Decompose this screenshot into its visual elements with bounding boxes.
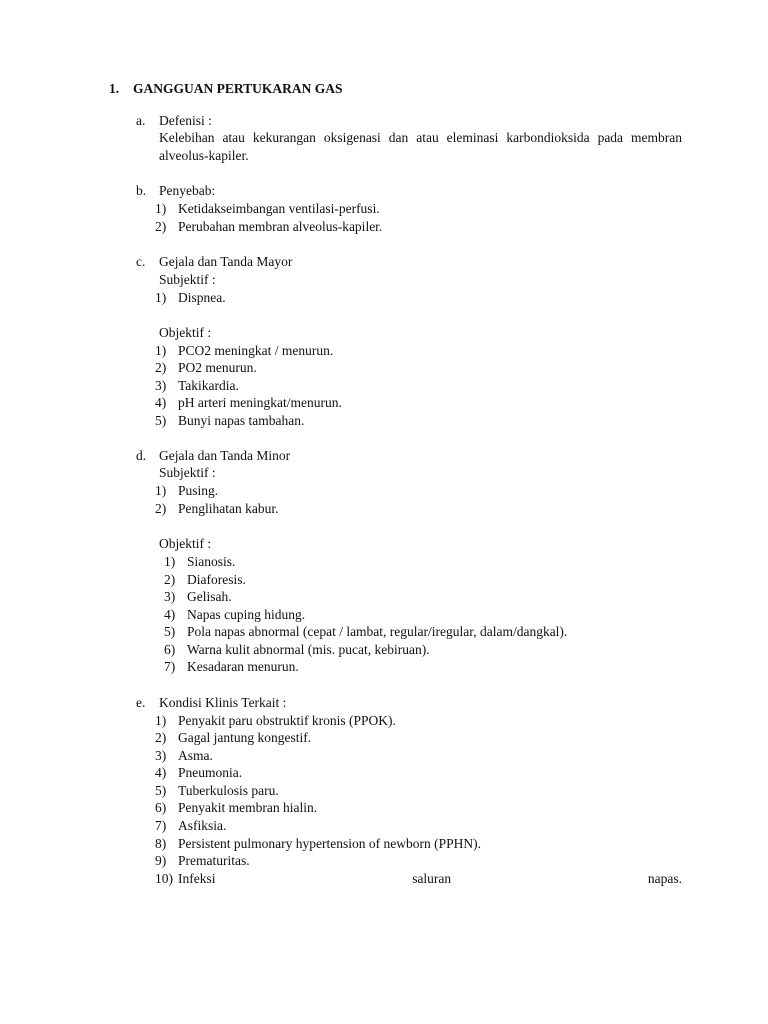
list-item: Takikardia. (178, 378, 239, 393)
list-item: Napas cuping hidung. (187, 607, 306, 622)
mayor-subjektif-label: Subjektif : (159, 272, 216, 287)
list-item-word: napas. (647, 871, 682, 886)
list-item: Asfiksia. (178, 818, 227, 833)
list-item: Penyakit membran hialin. (178, 800, 318, 815)
penyebab-letter: b. (136, 183, 147, 198)
mayor-label: Gejala dan Tanda Mayor (159, 254, 293, 269)
kondisi-letter: e. (136, 695, 146, 710)
list-item-number: 5) (155, 783, 167, 798)
list-item: Kesadaran menurun. (187, 659, 299, 674)
list-item: PO2 menurun. (178, 360, 257, 375)
definisi-text: Kelebihan atau kekurangan oksigenasi dan atau eleminasi karbondioksida pada membran alveolus-kapiler. (159, 130, 682, 163)
list-item: Penglihatan kabur. (178, 501, 279, 516)
list-item: Gelisah. (187, 589, 232, 604)
list-item: Pusing. (178, 483, 219, 498)
list-item: PCO2 meningkat / menurun. (178, 343, 334, 358)
list-item-number: 10) (155, 871, 173, 886)
list-item: Prematuritas. (178, 853, 250, 868)
list-item: pH arteri meningkat/menurun. (178, 395, 342, 410)
minor-subjektif-label: Subjektif : (159, 465, 216, 480)
list-item-word: saluran (412, 871, 452, 886)
list-item-number: 7) (164, 659, 176, 674)
list-item-number: 6) (164, 642, 176, 657)
list-item: Penyakit paru obstruktif kronis (PPOK). (178, 713, 396, 728)
list-item-number: 2) (155, 501, 167, 516)
list-item-number: 2) (164, 572, 176, 587)
list-item: Gagal jantung kongestif. (178, 730, 312, 745)
list-item: Tuberkulosis paru. (178, 783, 279, 798)
list-item-number: 1) (164, 554, 176, 569)
list-item-number: 1) (155, 713, 167, 728)
list-item-number: 3) (164, 589, 176, 604)
list-item-number: 2) (155, 360, 167, 375)
list-item-number: 4) (164, 607, 176, 622)
list-item-number: 7) (155, 818, 167, 833)
heading-number: 1. (109, 81, 120, 96)
list-item: Perubahan membran alveolus-kapiler. (178, 219, 383, 234)
list-item-number: 2) (155, 730, 167, 745)
minor-letter: d. (136, 448, 147, 463)
list-item-word: Infeksi (178, 871, 216, 886)
kondisi-label: Kondisi Klinis Terkait : (159, 695, 287, 710)
list-item-number: 6) (155, 800, 167, 815)
list-item-number: 3) (155, 378, 167, 393)
list-item-number: 1) (155, 290, 167, 305)
list-item: Sianosis. (187, 554, 236, 569)
list-item-number: 1) (155, 483, 167, 498)
list-item: Bunyi napas tambahan. (178, 413, 305, 428)
list-item: Ketidakseimbangan ventilasi-perfusi. (178, 201, 380, 216)
list-item: Pola napas abnormal (cepat / lambat, regular/iregular, dalam/dangkal). (187, 624, 568, 639)
list-item-number: 5) (164, 624, 176, 639)
list-item: Persistent pulmonary hypertension of newborn (PPHN). (178, 836, 481, 851)
list-item: Dispnea. (178, 290, 226, 305)
minor-objektif-label: Objektif : (159, 536, 212, 551)
list-item: Diaforesis. (187, 572, 246, 587)
list-item-number: 9) (155, 853, 167, 868)
list-item: Warna kulit abnormal (mis. pucat, kebiruan). (187, 642, 430, 657)
mayor-letter: c. (136, 254, 146, 269)
list-item-number: 5) (155, 413, 167, 428)
minor-label: Gejala dan Tanda Minor (159, 448, 291, 463)
definisi-letter: a. (136, 113, 146, 128)
list-item-number: 4) (155, 395, 167, 410)
penyebab-label: Penyebab: (159, 183, 216, 198)
list-item: Asma. (178, 748, 213, 763)
list-item-number: 2) (155, 219, 167, 234)
heading-title: GANGGUAN PERTUKARAN GAS (133, 81, 343, 96)
mayor-objektif-label: Objektif : (159, 325, 212, 340)
section-heading (109, 80, 343, 98)
list-item-number: 4) (155, 765, 167, 780)
list-item: Pneumonia. (178, 765, 243, 780)
list-item-justified (178, 870, 682, 888)
list-item-number: 8) (155, 836, 167, 851)
list-item-number: 1) (155, 343, 167, 358)
list-item-number: 3) (155, 748, 167, 763)
list-item-number: 1) (155, 201, 167, 216)
definisi-label: Defenisi : (159, 113, 212, 128)
